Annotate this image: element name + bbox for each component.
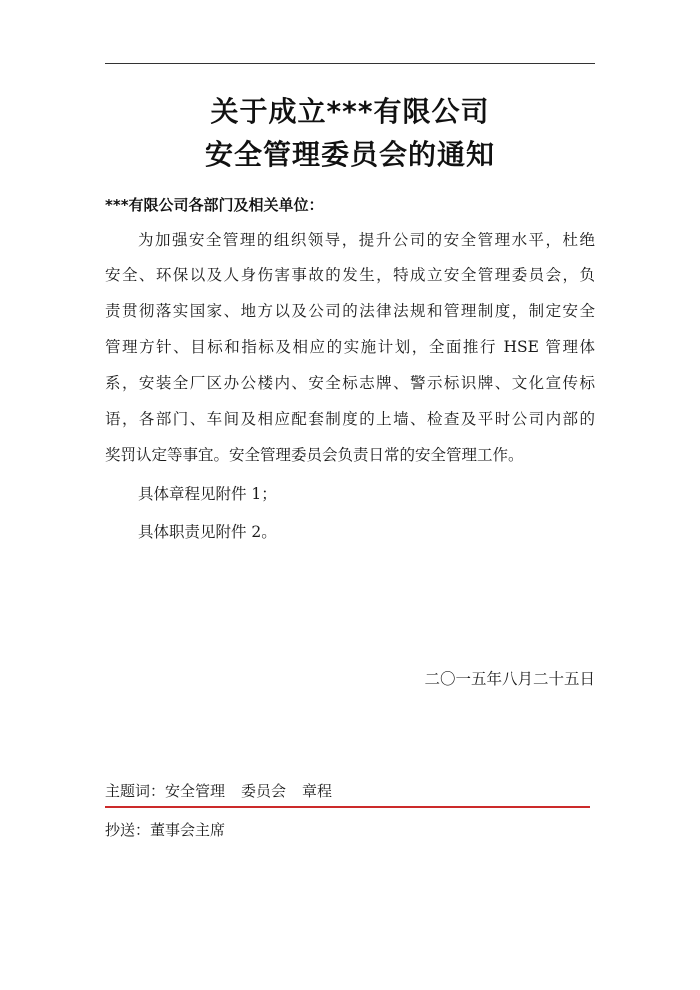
keyword: 章程: [302, 782, 333, 800]
body-paragraph-line: 管理方针、目标和指标及相应的实施计划，全面推行 HSE 管理体: [105, 338, 595, 356]
cc-line: 抄送：董事会主席: [105, 821, 226, 839]
document-title-line-2: 安全管理委员会的通知: [204, 138, 495, 171]
attachment-note-2: 具体职责见附件 2。: [138, 523, 277, 541]
document-title-line-1: 关于成立***有限公司: [210, 95, 490, 128]
keywords-line: [105, 780, 332, 802]
keyword: 委员会: [241, 782, 287, 800]
body-paragraph-line: 系，安装全厂区办公楼内、安全标志牌、警示标识牌、文化宣传标: [105, 374, 595, 392]
body-paragraph-line: 安全、环保以及人身伤害事故的发生，特成立安全管理委员会，负: [105, 266, 595, 284]
issue-date: 二〇一五年八月二十五日: [424, 670, 595, 688]
body-paragraph-line: 责贯彻落实国家、地方以及公司的法律法规和管理制度，制定安全: [105, 302, 595, 320]
header-rule: [105, 63, 595, 64]
keywords-label: 主题词：: [105, 782, 166, 800]
salutation: ***有限公司各部门及相关单位：: [105, 196, 324, 214]
body-paragraph-line: 语，各部门、车间及相应配套制度的上墙、检查及平时公司内部的: [105, 410, 595, 428]
keyword: 安全管理: [165, 782, 226, 800]
attachment-note-1: 具体章程见附件 1；: [138, 485, 277, 503]
footer-red-rule: [105, 806, 590, 808]
body-paragraph-line: 奖罚认定等事宜。安全管理委员会负责日常的安全管理工作。: [105, 446, 524, 464]
body-paragraph-line: 为加强安全管理的组织领导，提升公司的安全管理水平，杜绝: [138, 231, 595, 249]
